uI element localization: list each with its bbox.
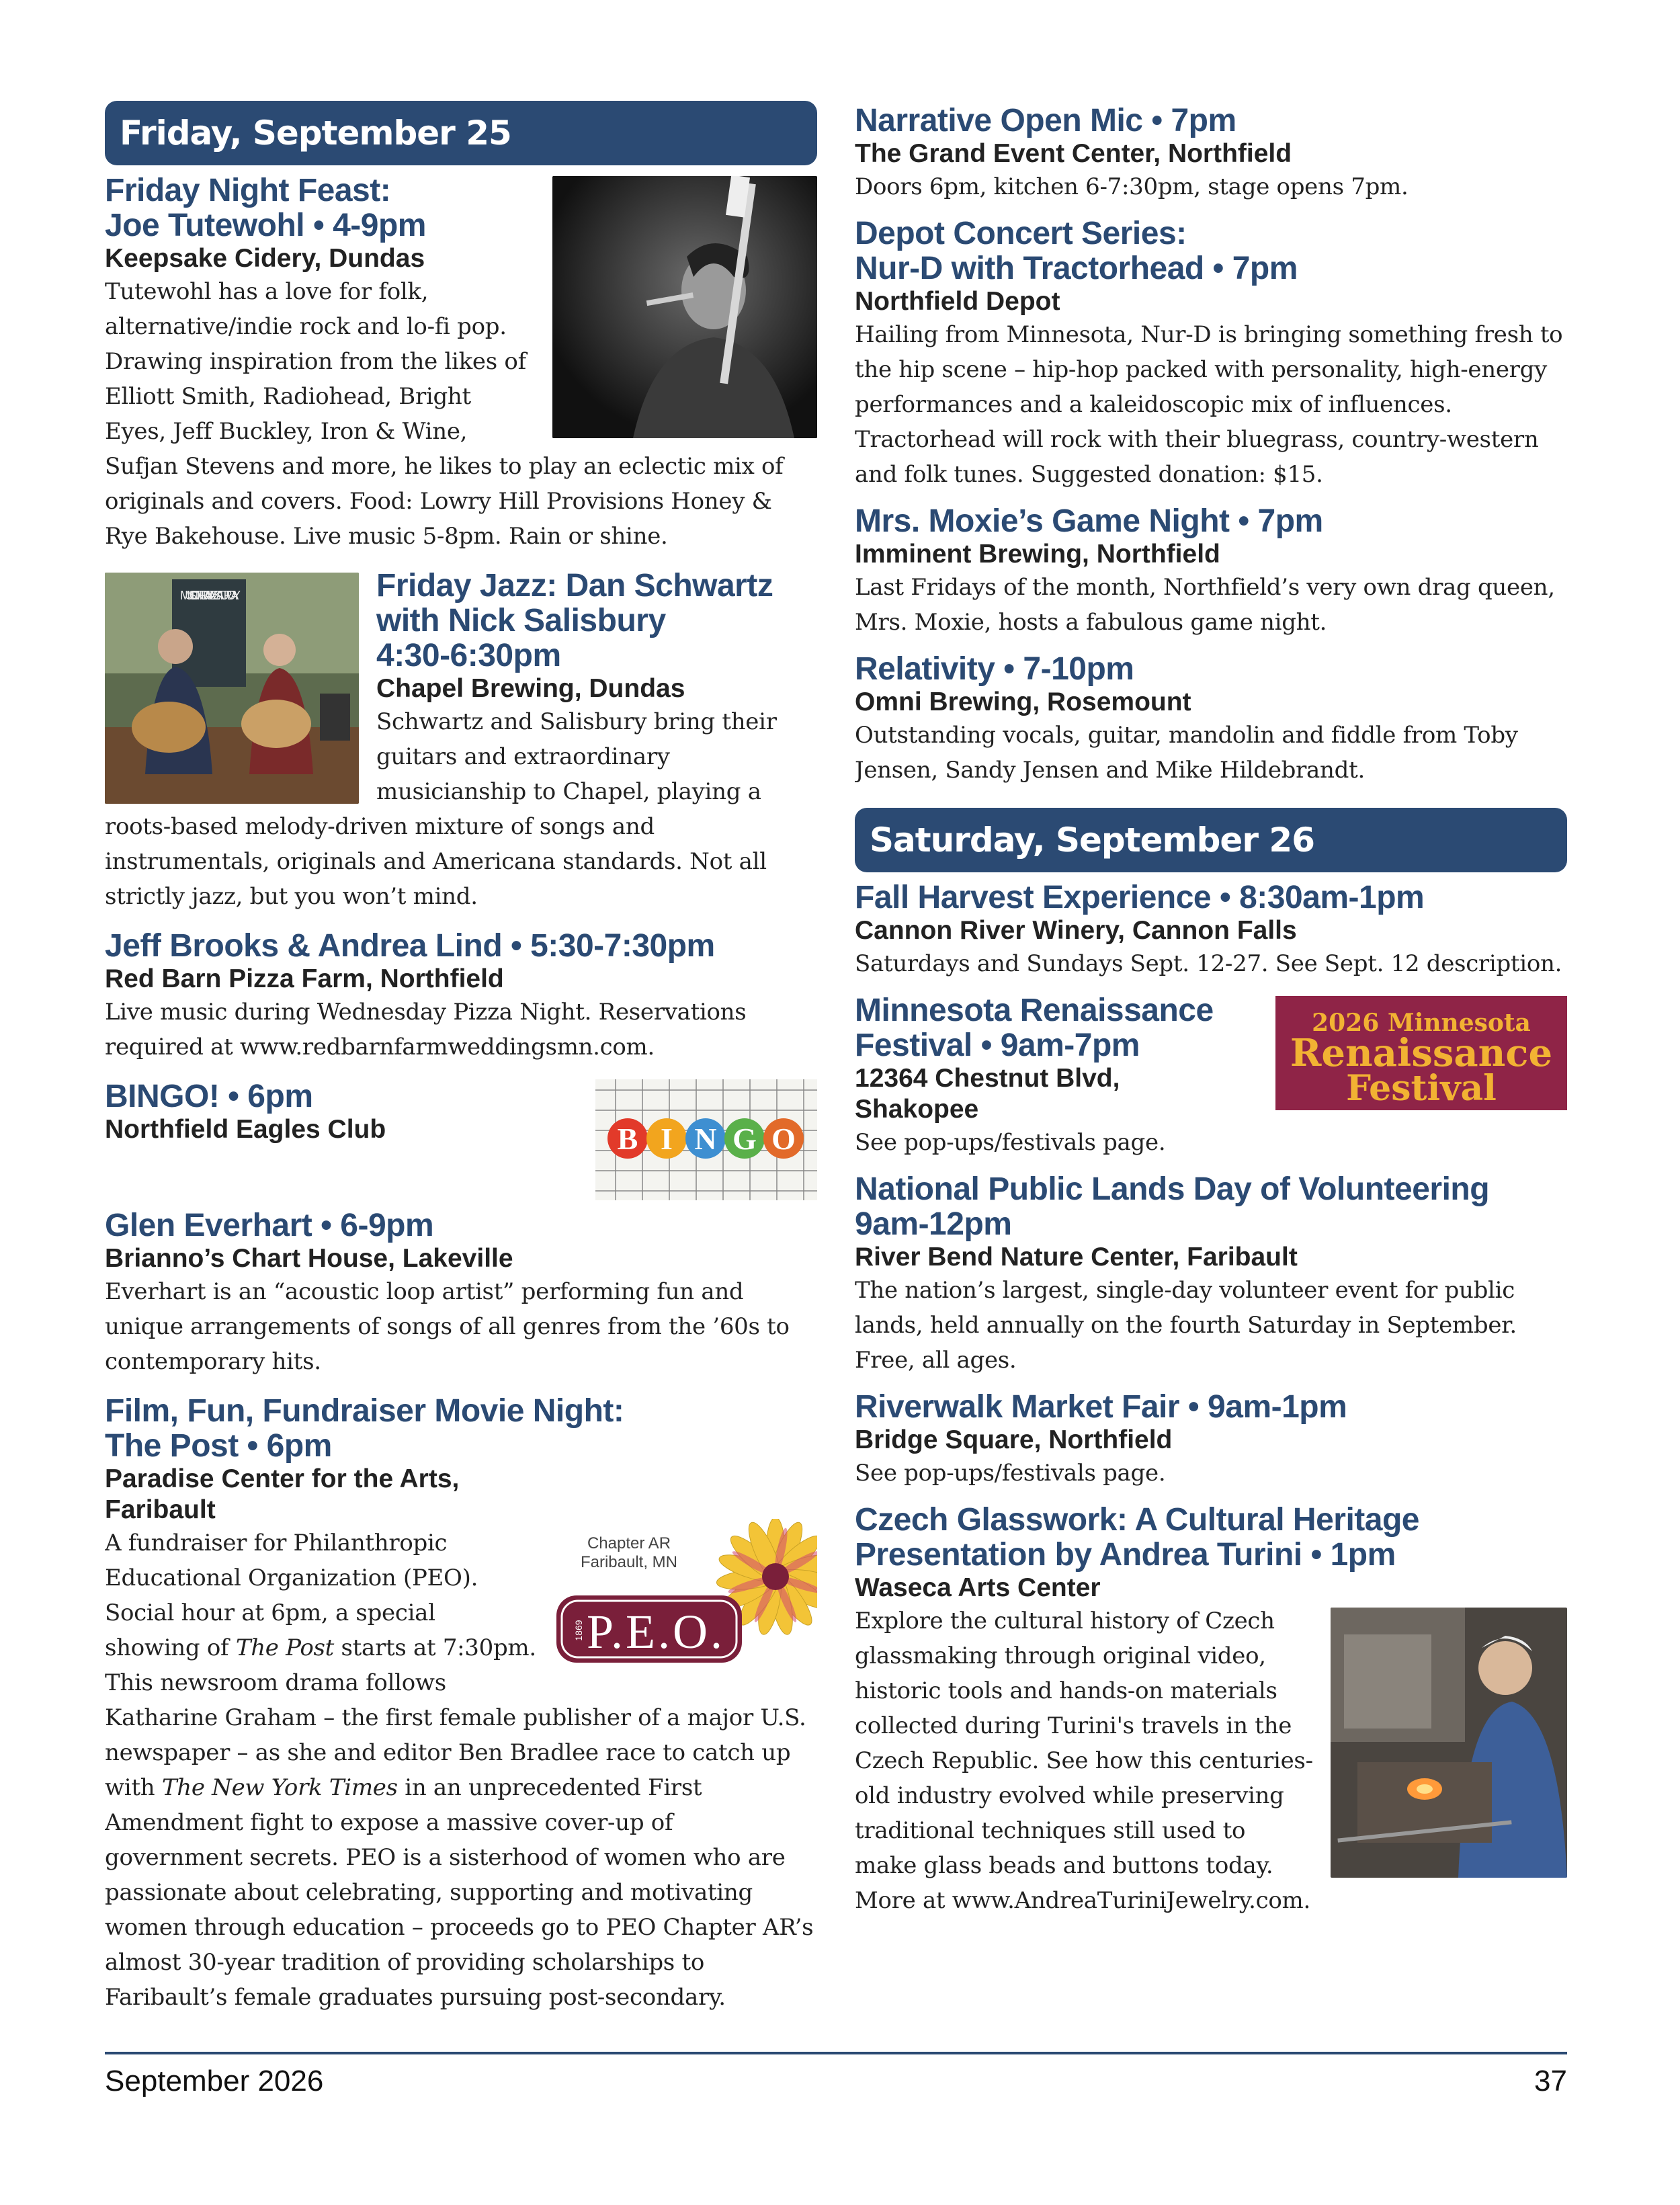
glassworker-photo: [1331, 1608, 1567, 1878]
event-venue: Imminent Brewing, Northfield: [855, 540, 1220, 569]
event-title-line: Fall Harvest Experience • 8:30am-1pm: [855, 880, 1425, 915]
event-venue: Shakopee: [855, 1095, 979, 1124]
event-relativity: [855, 652, 1567, 788]
event-narrative-open-mic: [855, 103, 1567, 204]
event-jeff-brooks: [105, 929, 817, 1065]
description-text: A fundraiser for Philanthropic Educational Organization (PEO). Social hour at 6pm, a special showing of: [105, 1530, 478, 1661]
description-text: in an unprecedented First Amendment fight to expose a massive cover-up of government secrets. PEO is a sisterhood of women who are passionate about celebrating, supporting and motivating women through education – proceeds go to PEO Chapter AR’s almost 30-year tradition of providing scholarships to Faribault’s female graduates pursuing post-secondary.: [105, 1774, 814, 2011]
event-venue: Bridge Square, Northfield: [855, 1425, 1173, 1454]
event-title-line: 4:30-6:30pm: [376, 638, 561, 673]
event-description: Saturdays and Sundays Sept. 12-27. See Sept. 12 description.: [855, 950, 1562, 977]
event-riverwalk-market: [855, 1390, 1567, 1491]
event-venue: Keepsake Cidery, Dundas: [105, 244, 425, 273]
event-venue: Chapel Brewing, Dundas: [376, 674, 685, 703]
event-venue: River Bend Nature Center, Faribault: [855, 1243, 1298, 1272]
event-venue: Waseca Arts Center: [855, 1573, 1101, 1602]
bingo-letter: B: [617, 1122, 638, 1156]
event-title-line: with Nick Salisbury: [376, 603, 666, 638]
event-description: The nation’s largest, single-day volunteer event for public lands, held annually on the fourth Saturday in September. Free, all ages.: [855, 1277, 1517, 1374]
event-title-line: Joe Tutewohl • 4-9pm: [105, 208, 426, 243]
page-number: 37: [1534, 2065, 1567, 2097]
bingo-letter: I: [661, 1122, 673, 1156]
event-title-line: Friday Jazz: Dan Schwartz: [376, 569, 773, 604]
event-venue: Paradise Center for the Arts,: [105, 1464, 460, 1493]
event-title-line: 9am-12pm: [855, 1206, 1012, 1242]
event-venue: Northfield Depot: [855, 287, 1060, 316]
day-banner-saturday: Saturday, September 26: [855, 808, 1567, 872]
event-title-line: Depot Concert Series:: [855, 216, 1187, 251]
sign-text: MUSIC ON FRIDAY JAZZ SATURDAY: [180, 589, 241, 602]
event-venue: Omni Brewing, Rosemount: [855, 688, 1191, 716]
peo-mark-text: P.E.O.: [586, 1605, 726, 1659]
event-description: Live music during Wednesday Pizza Night. Reservations required at www.redbarnfarmweddingsmn.com.: [105, 999, 747, 1060]
event-title-line: Glen Everhart • 6-9pm: [105, 1208, 434, 1243]
event-title-line: Mrs. Moxie’s Game Night • 7pm: [855, 504, 1323, 539]
event-description: Everhart is an “acoustic loop artist” performing fun and unique arrangements of songs of all genres from the ’60s to contemporary hits.: [105, 1278, 790, 1375]
event-description: Explore the cultural history of Czech glassmaking through original video, historic tools and hands-on materials collected during Turini's travels in the Czech Republic. See how this centuries-old industry evolved while preserving traditional techniques still used to make glass beads and buttons today. More at www.AndreaTuriniJewelry.com.: [855, 1608, 1313, 1914]
event-description: Tutewohl has a love for folk, alternative/indie rock and lo-fi pop. Drawing inspiration from the likes of Elliott Smith, Radiohead, Bright Eyes, Jeff Buckley, Iron & Wine, Sufjan Stevens and more, he likes to play an eclectic mix of originals and covers. Food: Lowry Hill Provisions Honey & Rye Bakehouse. Live music 5-8pm. Rain or shine.: [105, 278, 784, 550]
event-friday-jazz: [105, 569, 817, 914]
guitarist-photo: [552, 176, 817, 438]
event-movie-night: [105, 1394, 817, 2015]
event-venue: Cannon River Winery, Cannon Falls: [855, 916, 1297, 945]
event-description: See pop-ups/festivals page.: [855, 1129, 1166, 1156]
event-venue: Brianno’s Chart House, Lakeville: [105, 1244, 513, 1273]
event-title-line: Czech Glasswork: A Cultural Heritage: [855, 1503, 1419, 1538]
event-title-line: Minnesota Renaissance: [855, 993, 1214, 1028]
bingo-letter: G: [732, 1122, 757, 1156]
peo-year-text: 1869: [573, 1620, 584, 1641]
event-depot-concert: [855, 216, 1567, 492]
jazz-duo-photo: [105, 573, 359, 804]
renaissance-festival-logo: [1275, 996, 1567, 1110]
film-title: The Post: [235, 1634, 335, 1661]
event-title-line: Friday Night Feast:: [105, 173, 391, 208]
left-column: [105, 101, 817, 2030]
event-title-line: BINGO! • 6pm: [105, 1079, 313, 1114]
event-title-line: Presentation by Andrea Turini • 1pm: [855, 1537, 1396, 1573]
logo-location-text: Faribault, MN: [580, 1553, 678, 1571]
event-public-lands-day: [855, 1172, 1567, 1378]
event-description: Schwartz and Salisbury bring their guitars and extraordinary musicianship to Chapel, playing a roots-based melody-driven mixture of songs and instrumentals, originals and Americana standards. Not all strictly jazz, but you won’t mind.: [105, 708, 777, 910]
event-fall-harvest: [855, 880, 1567, 981]
event-title-line: Jeff Brooks & Andrea Lind • 5:30-7:30pm: [105, 929, 715, 964]
event-venue: 12364 Chestnut Blvd,: [855, 1064, 1120, 1093]
event-title-line: National Public Lands Day of Volunteering: [855, 1172, 1490, 1207]
event-renaissance-festival: [855, 993, 1567, 1160]
logo-renaissance-text: Renaissance: [1290, 1031, 1553, 1075]
day-banner-friday: Friday, September 25: [105, 101, 817, 165]
event-title-line: Relativity • 7-10pm: [855, 652, 1134, 687]
event-title-line: Festival • 9am-7pm: [855, 1028, 1140, 1063]
right-column: [855, 103, 1567, 1933]
logo-year-text: 2026 Minnesota: [1312, 1009, 1531, 1037]
footer-rule: [105, 2052, 1567, 2054]
event-venue: Faribault: [105, 1495, 216, 1524]
event-title-line: Narrative Open Mic • 7pm: [855, 103, 1236, 138]
newspaper-title: The New York Times: [161, 1774, 398, 1801]
event-venue: Red Barn Pizza Farm, Northfield: [105, 964, 504, 993]
event-title-line: Nur-D with Tractorhead • 7pm: [855, 251, 1298, 286]
event-title-line: Riverwalk Market Fair • 9am-1pm: [855, 1390, 1347, 1425]
event-description: Hailing from Minnesota, Nur-D is bringing something fresh to the hip scene – hip-hop packed with personality, high-energy performances and a kaleidoscopic mix of influences. Tractorhead will rock with their bluegrass, country-western and folk tunes. Suggested donation: $15.: [855, 321, 1563, 488]
event-bingo: [105, 1079, 817, 1206]
event-friday-night-feast: [105, 173, 817, 554]
event-glen-everhart: [105, 1208, 817, 1379]
event-venue: The Grand Event Center, Northfield: [855, 139, 1292, 168]
event-description: Outstanding vocals, guitar, mandolin and fiddle from Toby Jensen, Sandy Jensen and Mike Hildebrandt.: [855, 722, 1518, 784]
event-czech-glasswork: [855, 1503, 1567, 1918]
logo-festival-text: Festival: [1346, 1068, 1497, 1109]
bingo-card-image: [595, 1079, 817, 1200]
footer-issue-date: September 2026: [105, 2065, 324, 2097]
event-game-night: [855, 504, 1567, 640]
bingo-letter: O: [771, 1122, 796, 1156]
event-title-line: The Post • 6pm: [105, 1428, 332, 1464]
event-venue: Northfield Eagles Club: [105, 1115, 386, 1144]
event-description: Last Fridays of the month, Northfield’s very own drag queen, Mrs. Moxie, hosts a fabulous game night.: [855, 574, 1555, 636]
event-title-line: Film, Fun, Fundraiser Movie Night:: [105, 1394, 624, 1429]
description-text: starts at 7:30pm. This newsroom drama follows Katharine Graham – the first female publisher of a major U.S. newspaper – as she and editor Ben Bradlee race to catch up with: [105, 1634, 806, 1801]
logo-chapter-text: Chapter AR: [587, 1534, 671, 1552]
bingo-letter: N: [694, 1122, 717, 1156]
event-description: Doors 6pm, kitchen 6-7:30pm, stage opens 7pm.: [855, 173, 1409, 200]
peo-logo: [554, 1519, 817, 1671]
event-description: See pop-ups/festivals page.: [855, 1460, 1166, 1487]
